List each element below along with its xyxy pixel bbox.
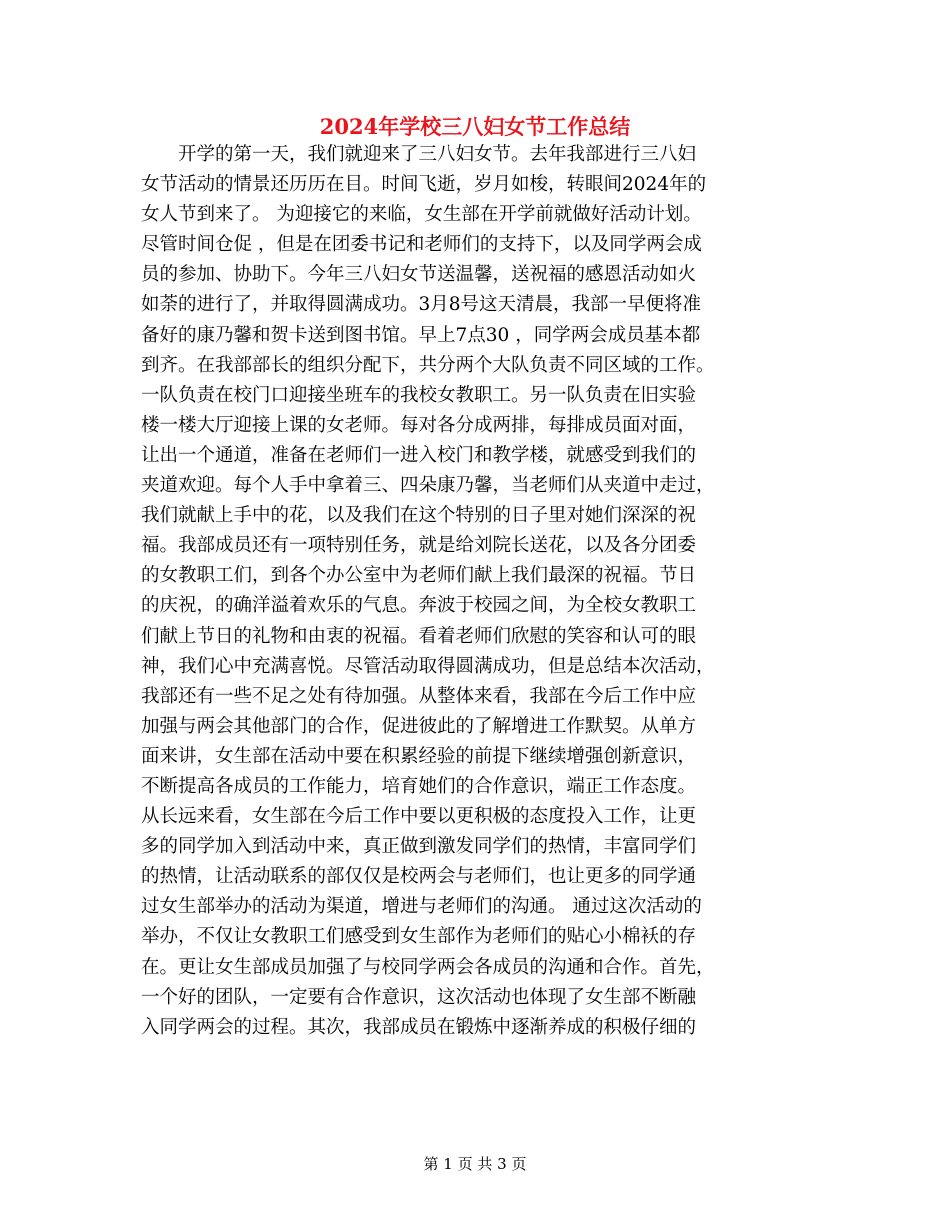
page-footer: 第 1 页 共 3 页: [423, 1155, 527, 1173]
body-line: 我部还有一些不足之处有待加强。从整体来看，我部在今后工作中应: [141, 685, 697, 707]
body-line: 从长远来看，女生部在今后工作中要以更积极的态度投入工作，让更: [141, 806, 697, 828]
body-line: 不断提高各成员的工作能力，培育她们的合作意识，端正工作态度。: [141, 775, 697, 797]
body-line: 们献上节日的礼物和由衷的祝福。看着老师们欣慰的笑容和认可的眼: [141, 625, 697, 647]
body-line: 楼一楼大厅迎接上课的女老师。每对各分成两排，每排成员面对面，: [141, 414, 697, 436]
document-body: [141, 140, 811, 1043]
document-title: 2024年学校三八妇女节工作总结: [319, 114, 631, 139]
body-line: 举办，不仅让女教职工们感受到女生部作为老师们的贴心小棉袄的存: [141, 926, 697, 948]
body-line: 尽管时间仓促 ，但是在团委书记和老师们的支持下，以及同学两会成: [141, 234, 702, 256]
body-line: 的庆祝，的确洋溢着欢乐的气息。奔波于校园之间，为全校女教职工: [141, 595, 697, 617]
body-line: 加强与两会其他部门的合作，促进彼此的了解增进工作默契。从单方: [141, 715, 697, 737]
body-line: 我们就献上手中的花，以及我们在这个特别的日子里对她们深深的祝: [141, 505, 697, 527]
body-line: 夹道欢迎。每个人手中拿着三、四朵康乃馨，当老师们从夹道中走过，: [141, 475, 715, 497]
body-line: 开学的第一天，我们就迎来了三八妇女节。去年我部进行三八妇: [141, 144, 697, 165]
body-line: 让出一个通道，准备在老师们一进入校门和教学楼，就感受到我们的: [141, 444, 697, 466]
body-line: 在。更让女生部成员加强了与校同学两会各成员的沟通和合作。首先，: [141, 956, 715, 978]
body-line: 一个好的团队，一定要有合作意识，这次活动也体现了女生部不断融: [141, 986, 697, 1008]
body-line: 女节活动的情景还历历在目。时间飞逝，岁月如梭，转眼间2024年的: [141, 174, 707, 196]
body-line: 福。我部成员还有一项特别任务，就是给刘院长送花，以及各分团委: [141, 535, 697, 557]
body-line: 的女教职工们，到各个办公室中为老师们献上我们最深的祝福。节日: [141, 565, 697, 587]
body-line: 入同学两会的过程。其次，我部成员在锻炼中逐渐养成的积极仔细的: [141, 1016, 697, 1038]
body-line: 到齐。在我部部长的组织分配下，共分两个大队负责不同区域的工作。: [141, 354, 715, 376]
body-line: 员的参加、协助下。今年三八妇女节送温馨，送祝福的感恩活动如火: [141, 264, 697, 286]
body-line: 的热情，让活动联系的部仅仅是校两会与老师们，也让更多的同学通: [141, 866, 697, 888]
body-line: 过女生部举办的活动为渠道，增进与老师们的沟通。 通过这次活动的: [141, 896, 702, 918]
body-line: 多的同学加入到活动中来，真正做到激发同学们的热情，丰富同学们: [141, 836, 697, 858]
body-line: 女人节到来了。 为迎接它的来临，女生部在开学前就做好活动计划。: [141, 204, 702, 226]
body-line: 面来讲，女生部在活动中要在积累经验的前提下继续增强创新意识，: [141, 745, 697, 767]
body-line: 如荼的进行了，并取得圆满成功。3月8号这天清晨，我部一早便将准: [141, 294, 702, 316]
body-line: 一队负责在校门口迎接坐班车的我校女教职工。另一队负责在旧实验: [141, 384, 697, 406]
body-line: 神，我们心中充满喜悦。尽管活动取得圆满成功，但是总结本次活动，: [141, 655, 715, 677]
body-line: 备好的康乃馨和贺卡送到图书馆。早上7点30 ，同学两会成员基本都: [141, 324, 701, 346]
